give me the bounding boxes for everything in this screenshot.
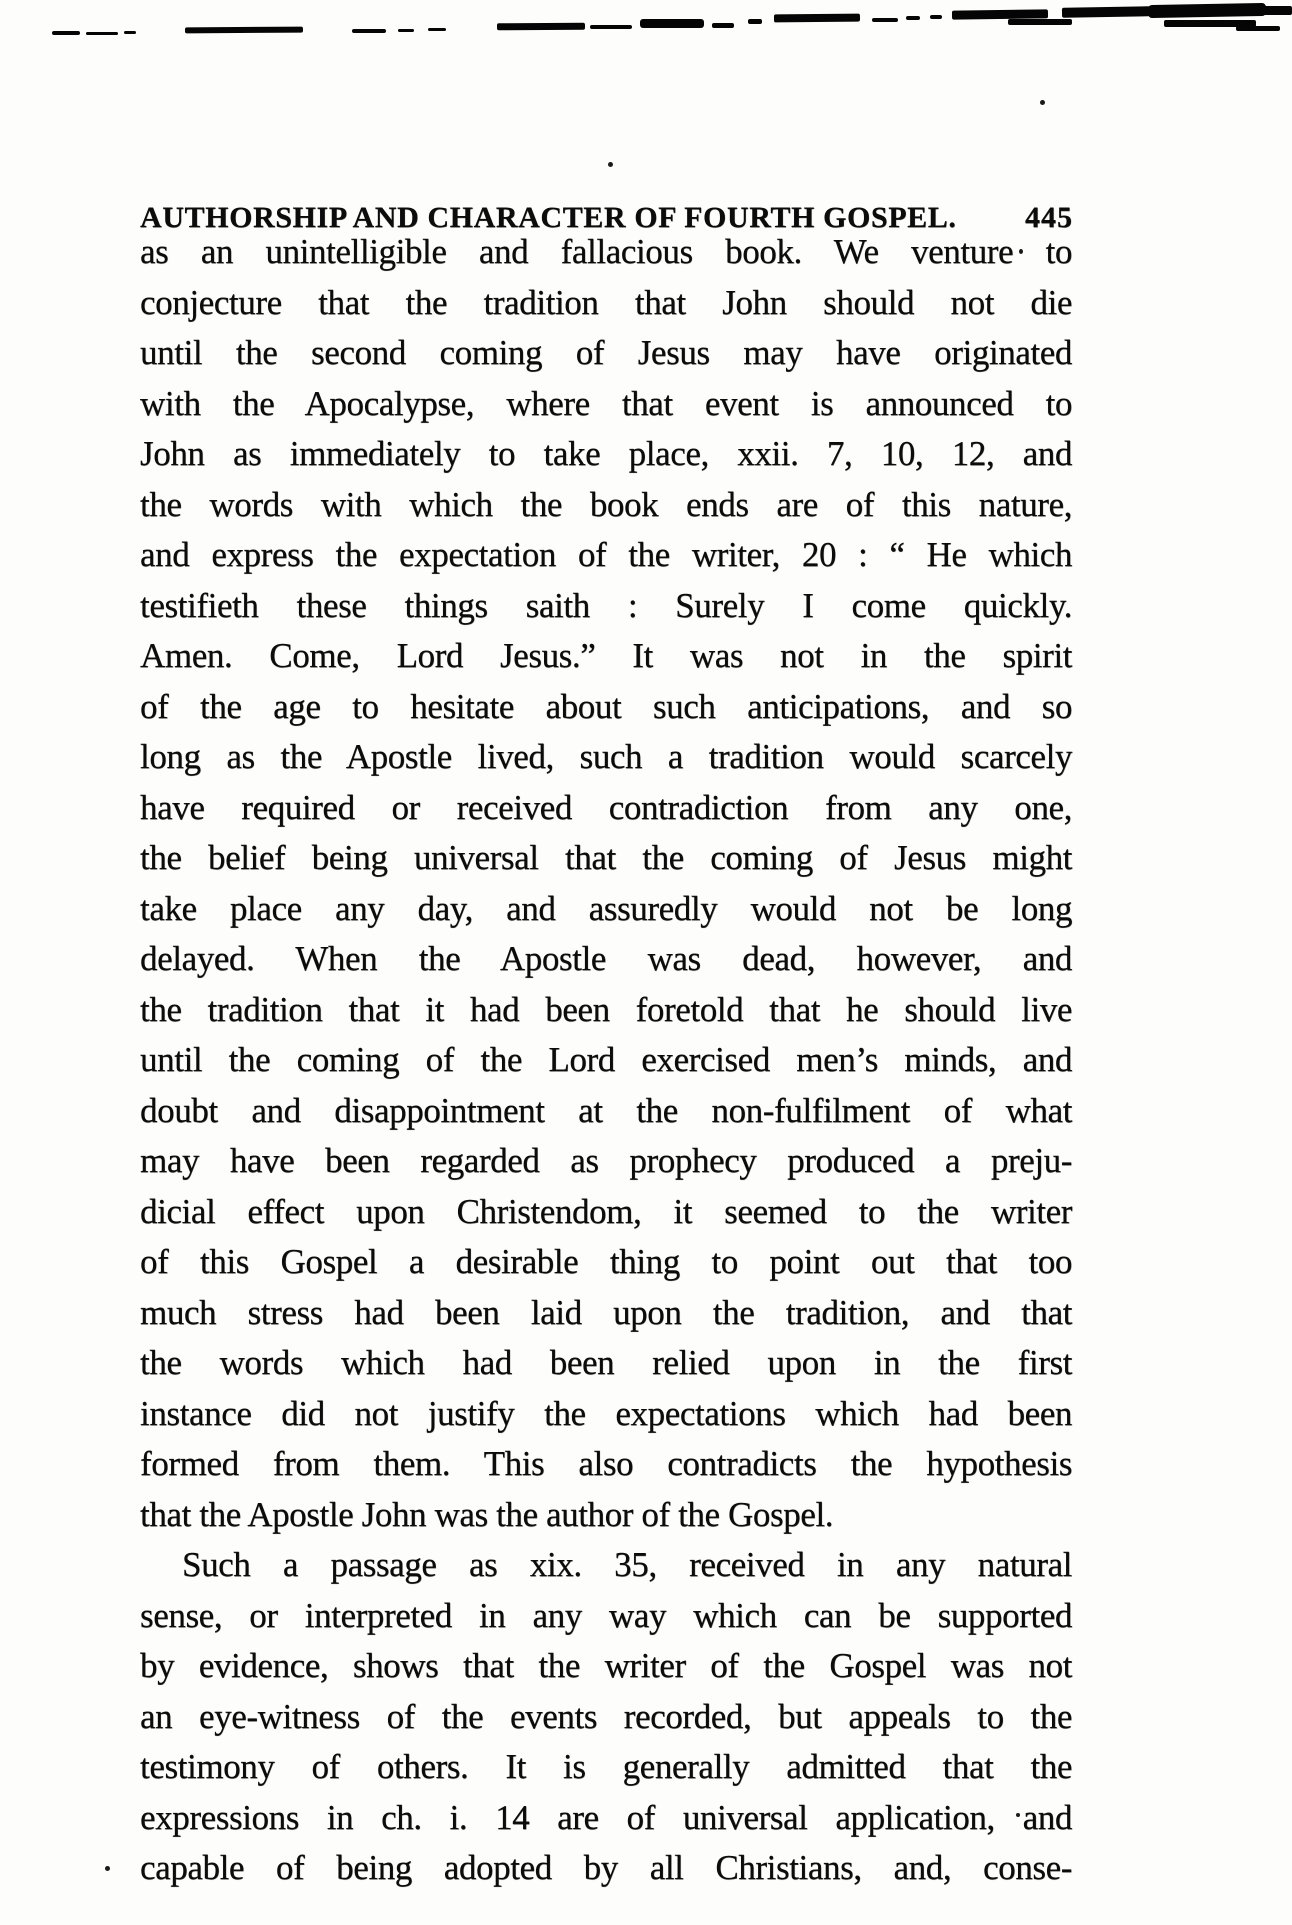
ink-speck: [1040, 100, 1045, 105]
text-line: the words with which the book ends are of this nature,: [140, 484, 1072, 524]
text-line: by evidence, shows that the writer of the Gospel was not: [140, 1646, 1072, 1685]
ink-smudge: [352, 29, 386, 33]
text-line: the tradition that it had been foretold that he should live: [140, 989, 1072, 1029]
text-line: the words which had been relied upon in the first: [140, 1343, 1072, 1382]
text-line: long as the Apostle lived, such a tradition would scarcely: [140, 737, 1072, 776]
ink-smudge: [124, 31, 136, 34]
ink-smudge: [640, 19, 704, 28]
text-line: until the second coming of Jesus may have originated: [140, 333, 1072, 372]
ink-smudge: [428, 28, 446, 31]
text-line: instance did not justify the expectations which had been: [140, 1393, 1072, 1433]
text-line: that the Apostle John was the author of the Gospel.: [140, 1494, 834, 1534]
ink-smudge: [86, 32, 118, 35]
ink-smudge: [1062, 6, 1150, 18]
text-line: take place any day, and assuredly would not be long: [140, 888, 1072, 928]
text-line: testimony of others. It is generally admitted that the: [140, 1747, 1072, 1786]
text-line: expressions in ch. i. 14 are of universal application, and: [140, 1797, 1072, 1837]
text-line: conjecture that the tradition that John should not die: [140, 282, 1072, 322]
text-line: until the coming of the Lord exercised men’s minds, and: [140, 1040, 1072, 1079]
body-text: [140, 227, 1072, 1894]
ink-smudge: [52, 31, 80, 35]
text-line: of this Gospel a desirable thing to point out that too: [140, 1242, 1072, 1281]
ink-smudge: [1252, 6, 1292, 15]
text-line: with the Apocalypse, where that event is announced to: [140, 383, 1072, 423]
text-line: have required or received contradiction from any one,: [140, 787, 1072, 827]
ink-smudge: [712, 23, 734, 28]
text-line: the belief being universal that the coming of Jesus might: [140, 838, 1072, 877]
ink-smudge: [774, 14, 860, 23]
text-line: Amen. Come, Lord Jesus.” It was not in the spirit: [140, 636, 1072, 675]
text-line: much stress had been laid upon the tradition, and that: [140, 1292, 1072, 1332]
text-line: sense, or interpreted in any way which can be supported: [140, 1595, 1072, 1635]
text-line: and express the expectation of the writer, 20 : “ He which: [140, 535, 1072, 574]
ink-speck: [608, 162, 613, 167]
ink-smudge: [1236, 26, 1280, 31]
text-line: an eye-witness of the events recorded, but appeals to the: [140, 1696, 1072, 1736]
text-line: doubt and disappointment at the non-fulfilment of what: [140, 1090, 1072, 1130]
ink-speck: [105, 1866, 110, 1871]
text-line: testifieth these things saith : Surely I come quickly.: [140, 585, 1072, 625]
text-line: as an unintelligible and fallacious book. We venture to: [140, 232, 1072, 271]
paragraph-1: [140, 227, 1072, 1540]
text-line: formed from them. This also contradicts the hypothesis: [140, 1444, 1072, 1483]
paragraph-2: [140, 1540, 1072, 1894]
ink-smudge: [1148, 3, 1266, 18]
header-title: AUTHORSHIP AND CHARACTER OF FOURTH GOSPEL.: [140, 201, 957, 234]
ink-smudge: [930, 15, 942, 19]
text-line: dicial effect upon Christendom, it seemed to the writer: [140, 1191, 1072, 1231]
ink-smudge: [185, 27, 303, 34]
ink-smudge: [872, 18, 898, 22]
page-number: 445: [1025, 201, 1073, 234]
text-line: capable of being adopted by all Christians, and, conse-: [140, 1848, 1072, 1887]
text-line: Such a passage as xix. 35, received in any natural: [182, 1545, 1072, 1584]
ink-smudge: [398, 29, 414, 32]
ink-smudge: [590, 25, 632, 29]
ink-smudge: [906, 16, 920, 20]
ink-smudge: [1008, 19, 1072, 25]
ink-smudge: [497, 23, 585, 31]
text-line: delayed. When the Apostle was dead, however, and: [140, 939, 1072, 978]
text-line: John as immediately to take place, xxii. 7, 10, 12, and: [140, 434, 1072, 473]
text-line: may have been regarded as prophecy produced a preju-: [140, 1141, 1072, 1180]
text-line: of the age to hesitate about such anticipations, and so: [140, 686, 1072, 726]
ink-smudge: [748, 19, 762, 24]
